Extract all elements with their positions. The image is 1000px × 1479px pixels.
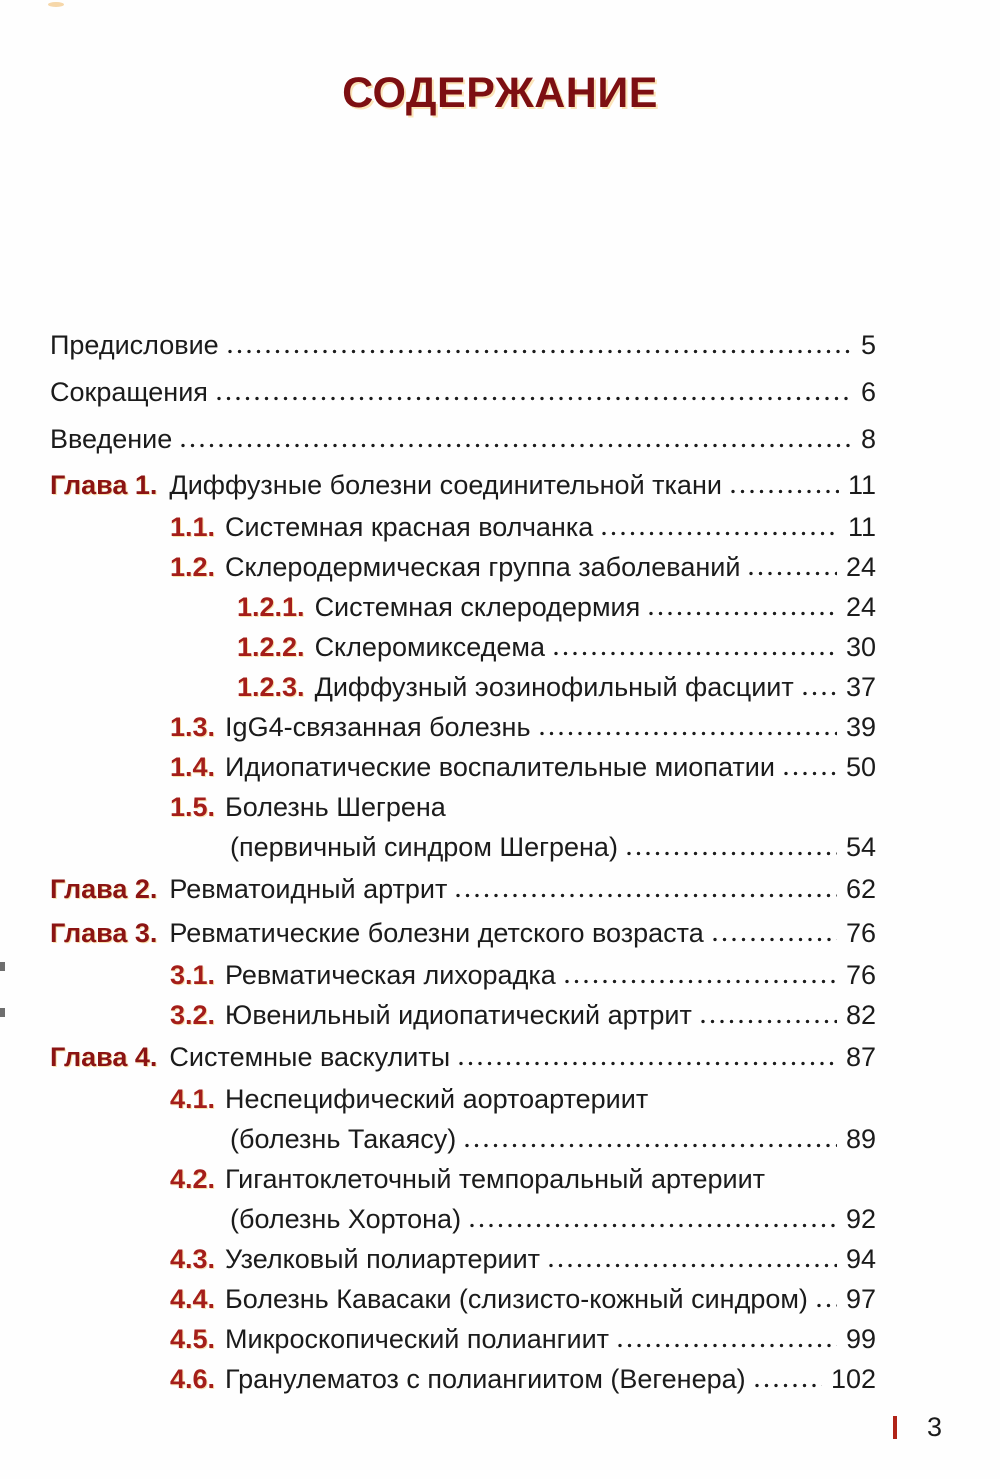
entry-text: Идиопатические воспалительные миопатии: [225, 752, 775, 782]
entry-text: (болезнь Такаясу): [230, 1124, 457, 1154]
toc-entry: [50, 667, 876, 707]
entry-number: 4.4.: [170, 1284, 216, 1314]
dot-leader: [470, 1223, 837, 1228]
entry-text: Ревматическая лихорадка: [225, 960, 556, 990]
entry-page: 99: [845, 1324, 876, 1354]
toc-entry: [50, 1279, 876, 1319]
entry-number: 1.2.1.: [237, 592, 305, 622]
entry-text: Диффузные болезни соединительной ткани: [169, 470, 722, 500]
scan-edge-artifact: [0, 962, 5, 971]
dot-leader: [803, 691, 837, 696]
entry-page: 76: [845, 960, 876, 990]
toc-entry: [50, 995, 876, 1035]
entry-text: Неспецифический аортоартериит: [225, 1084, 649, 1114]
footer-accent-bar: [893, 1416, 897, 1439]
toc-entry: [50, 911, 876, 955]
entry-text: Предисловие: [50, 330, 219, 360]
dot-leader: [459, 1061, 837, 1066]
dot-leader: [602, 531, 839, 536]
entry-page: 92: [845, 1204, 876, 1234]
entry-number: 1.2.2.: [237, 632, 305, 662]
entry-number: 1.1.: [170, 512, 216, 542]
entry-number: Глава 4.: [50, 1042, 158, 1072]
dot-leader: [817, 1303, 837, 1308]
dot-leader: [649, 611, 837, 616]
toc-entry: [50, 1035, 876, 1079]
entry-text: Склеродермическая группа заболеваний: [225, 552, 741, 582]
entry-text: Гранулематоз с полиангиитом (Вегенера): [225, 1364, 746, 1394]
entry-page: 82: [845, 1000, 876, 1030]
entry-number: 4.1.: [170, 1084, 216, 1114]
entry-page: 11: [847, 512, 876, 542]
entry-text: Микроскопический полиангиит: [225, 1324, 610, 1354]
toc-entry: [50, 1239, 876, 1279]
toc-entry: [50, 707, 876, 747]
entry-text: (болезнь Хортона): [230, 1204, 462, 1234]
dot-leader: [749, 571, 837, 576]
toc-entry: [50, 1199, 876, 1239]
dot-leader: [565, 979, 837, 984]
toc-list: [50, 322, 876, 1399]
toc-entry: [50, 1159, 876, 1199]
entry-number: 1.4.: [170, 752, 216, 782]
toc-entry: [50, 627, 876, 667]
entry-page: 76: [845, 918, 876, 948]
entry-page: 50: [845, 752, 876, 782]
entry-number: Глава 3.: [50, 918, 158, 948]
entry-number: Глава 2.: [50, 874, 158, 904]
entry-number: 3.2.: [170, 1000, 216, 1030]
toc-entry: [50, 867, 876, 911]
entry-text: Системная склеродермия: [314, 592, 641, 622]
entry-text: Сокращения: [50, 377, 208, 407]
dot-leader: [540, 731, 837, 736]
entry-text: Ювенильный идиопатический артрит: [225, 1000, 692, 1030]
toc-entry: [50, 322, 876, 369]
toc-entry: [50, 827, 876, 867]
dot-leader: [549, 1263, 837, 1268]
entry-number: 4.5.: [170, 1324, 216, 1354]
toc-entry: [50, 416, 876, 463]
entry-number: 4.2.: [170, 1164, 216, 1194]
entry-page: 11: [847, 470, 876, 500]
page-footer: [893, 1412, 942, 1443]
toc-entry: [50, 955, 876, 995]
entry-text: Ревматоидный артрит: [169, 874, 448, 904]
entry-number: 1.2.: [170, 552, 216, 582]
toc-entry: [50, 787, 876, 827]
toc-entry: [50, 1359, 876, 1399]
toc-entry: [50, 463, 876, 507]
entry-page: 37: [845, 672, 876, 702]
entry-page: 6: [860, 377, 876, 407]
entry-page: 8: [860, 424, 876, 454]
entry-number: Глава 1.: [50, 470, 158, 500]
toc-entry: [50, 1319, 876, 1359]
entry-page: 97: [845, 1284, 876, 1314]
dot-leader: [701, 1019, 837, 1024]
scan-smudge: [48, 2, 64, 7]
dot-leader: [755, 1383, 822, 1388]
entry-text: Системные васкулиты: [169, 1042, 451, 1072]
entry-page: 62: [845, 874, 876, 904]
dot-leader: [784, 771, 837, 776]
entry-page: 94: [845, 1244, 876, 1274]
entry-page: 89: [845, 1124, 876, 1154]
dot-leader: [713, 937, 837, 942]
dot-leader: [228, 349, 852, 354]
entry-page: 24: [845, 552, 876, 582]
entry-number: 4.6.: [170, 1364, 216, 1394]
toc-entry: [50, 507, 876, 547]
entry-text: Системная красная волчанка: [225, 512, 594, 542]
entry-text: Узелковый полиартериит: [225, 1244, 541, 1274]
entry-text: Склеромикседема: [314, 632, 546, 662]
dot-leader: [217, 396, 852, 401]
dot-leader: [627, 851, 837, 856]
entry-text: Ревматические болезни детского возраста: [169, 918, 704, 948]
dot-leader: [731, 489, 839, 494]
entry-text: Гигантоклеточный темпоральный артериит: [225, 1164, 766, 1194]
entry-page: 5: [860, 330, 876, 360]
entry-page: 54: [845, 832, 876, 862]
entry-text: (первичный синдром Шегрена): [230, 832, 618, 862]
entry-number: 1.3.: [170, 712, 216, 742]
toc-entry: [50, 1079, 876, 1119]
dot-leader: [618, 1343, 837, 1348]
dot-leader: [181, 443, 852, 448]
entry-text: Диффузный эозинофильный фасциит: [314, 672, 794, 702]
entry-text: IgG4-связанная болезнь: [225, 712, 531, 742]
entry-number: 1.2.3.: [237, 672, 305, 702]
footer-page-number: 3: [927, 1412, 943, 1442]
entry-text: Введение: [50, 424, 173, 454]
dot-leader: [465, 1143, 837, 1148]
dot-leader: [456, 893, 837, 898]
dot-leader: [554, 651, 837, 656]
toc-entry: [50, 747, 876, 787]
entry-text: Болезнь Шегрена: [225, 792, 446, 822]
toc-entry: [50, 369, 876, 416]
entry-page: 24: [845, 592, 876, 622]
page-title: СОДЕРЖАНИЕ: [342, 68, 658, 117]
toc-entry: [50, 587, 876, 627]
entry-page: 87: [845, 1042, 876, 1072]
entry-number: 3.1.: [170, 960, 216, 990]
entry-number: 1.5.: [170, 792, 216, 822]
toc-entry: [50, 547, 876, 587]
toc-entry: [50, 1119, 876, 1159]
entry-page: 30: [845, 632, 876, 662]
entry-page: 102: [830, 1364, 876, 1394]
entry-text: Болезнь Кавасаки (слизисто-кожный синдром): [225, 1284, 808, 1314]
entry-page: 39: [845, 712, 876, 742]
entry-number: 4.3.: [170, 1244, 216, 1274]
scan-edge-artifact: [0, 1008, 5, 1017]
